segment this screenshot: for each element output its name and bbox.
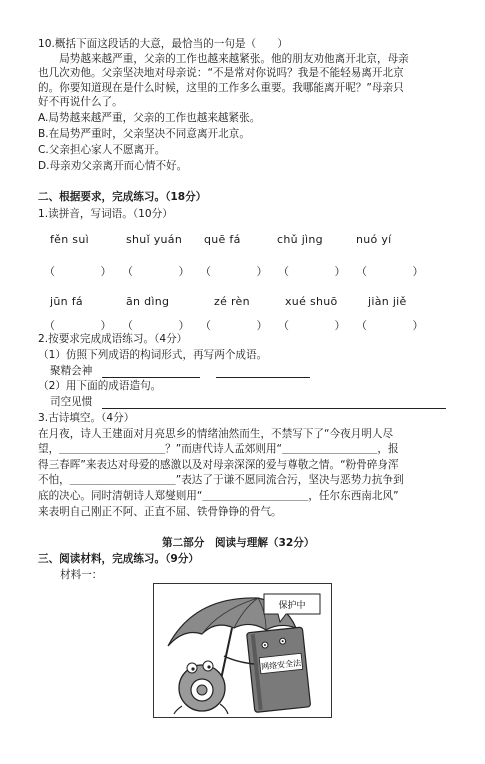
answer-box-7[interactable]: （ ） [122, 319, 190, 332]
q10-option-b: B.在局势严重时，父亲坚决不同意离开北京。 [38, 128, 250, 140]
answer-box-3[interactable]: （ ） [200, 265, 268, 278]
q1-title: 1.读拼音，写词语。（10分） [38, 208, 173, 220]
pinyin-1: fěn suì [50, 233, 89, 246]
q10-passage-line-4: 好不再说什么了。 [38, 96, 123, 108]
pinyin-2: shuǐ yuán [126, 233, 183, 246]
q3-line-4[interactable]: 不怕，＿＿＿＿＿＿＿＿＿＿”表达了于谦不愿同流合污，坚决与恶势力抗争到 [38, 474, 404, 486]
answer-box-10[interactable]: （ ） [356, 319, 424, 332]
idiom-answer-line-2[interactable] [216, 377, 310, 378]
answer-box-8[interactable]: （ ） [200, 319, 268, 332]
q3-line-6: 来表明自己刚正不阿、正直不屈、铁骨铮铮的骨气。 [38, 506, 282, 518]
q10-stem: 10.概括下面这段话的大意，最恰当的一句是（ ） [38, 38, 288, 50]
material-1-label: 材料一： [60, 569, 103, 581]
pinyin-9: xué shuō [285, 295, 338, 308]
bubble-text: 保护中 [278, 601, 306, 611]
book-title: 网络安全法 [260, 658, 302, 672]
answer-box-1[interactable]: （ ） [44, 265, 112, 278]
answer-box-4[interactable]: （ ） [278, 265, 346, 278]
pinyin-6: jūn fá [50, 295, 83, 308]
pinyin-4: chǔ jìng [277, 233, 323, 246]
q3-line-2[interactable]: 望，＿＿＿＿＿＿＿＿＿＿？”而唐代诗人孟郊则用“＿＿＿＿＿＿＿＿＿，报 [38, 443, 399, 455]
answer-box-2[interactable]: （ ） [122, 265, 190, 278]
pinyin-10: jiàn jiě [368, 295, 407, 308]
q2-sub-2: （2）用下面的成语造句。 [38, 380, 162, 392]
sentence-answer-line[interactable] [102, 408, 446, 409]
q3-line-3: 得三春晖”来表达对母爱的感激以及对母亲深深的爱与尊敬之情。“粉骨碎身浑 [38, 459, 399, 471]
q2-example-1: 聚精会神 [50, 365, 93, 377]
q10-option-a: A.局势越来越严重，父亲的工作也越来越紧张。 [38, 112, 261, 124]
pinyin-8: zé rèn [214, 295, 250, 308]
answer-box-9[interactable]: （ ） [278, 319, 346, 332]
q10-option-d: D.母亲劝父亲离开而心情不好。 [38, 160, 188, 172]
q10-option-c: C.父亲担心家人不愿离开。 [38, 144, 166, 156]
pinyin-3: quē fá [204, 233, 241, 246]
cartoon-drawing [154, 584, 331, 717]
q10-passage-line-2: 也几次劝他。父亲坚决地对母亲说：“不是常对你说吗？我是不能轻易离开北京 [38, 67, 404, 79]
q3-line-1: 在月夜，诗人王建面对月亮思乡的情绪油然而生，不禁写下了“今夜月明人尽 [38, 428, 394, 440]
part-2-heading: 第二部分 阅读与理解（32分） [162, 537, 315, 549]
pinyin-5: nuó yí [356, 233, 392, 246]
answer-box-5[interactable]: （ ） [356, 265, 424, 278]
q10-passage-line-3: 的。你要知道现在是什么时候，这里的工作多么重要。我哪能离开呢？”母亲只 [38, 82, 404, 94]
q3-title: 3.古诗填空。（4分） [38, 412, 135, 424]
section-3-heading: 三、阅读材料，完成练习。（9分） [38, 553, 199, 565]
pinyin-7: ān dìng [126, 295, 170, 308]
q2-title: 2.按要求完成成语练习。（4分） [38, 333, 188, 345]
q10-passage-line-1: 局势越来越严重，父亲的工作也越来越紧张。他的朋友劝他离开北京，母亲 [38, 53, 409, 65]
q3-line-5[interactable]: 底的决心。同时清朝诗人郑燮则用“＿＿＿＿＿＿＿＿＿＿，任尔东西南北风” [38, 490, 399, 502]
network-security-cartoon [153, 583, 332, 718]
section-2-heading: 二、根据要求，完成练习。（18分） [38, 191, 207, 203]
idiom-answer-line-1[interactable] [102, 377, 200, 378]
answer-box-6[interactable]: （ ） [44, 319, 112, 332]
q2-example-2: 司空见惯 [50, 396, 93, 408]
q2-sub-1: （1）仿照下列成语的构词形式，再写两个成语。 [38, 349, 268, 361]
